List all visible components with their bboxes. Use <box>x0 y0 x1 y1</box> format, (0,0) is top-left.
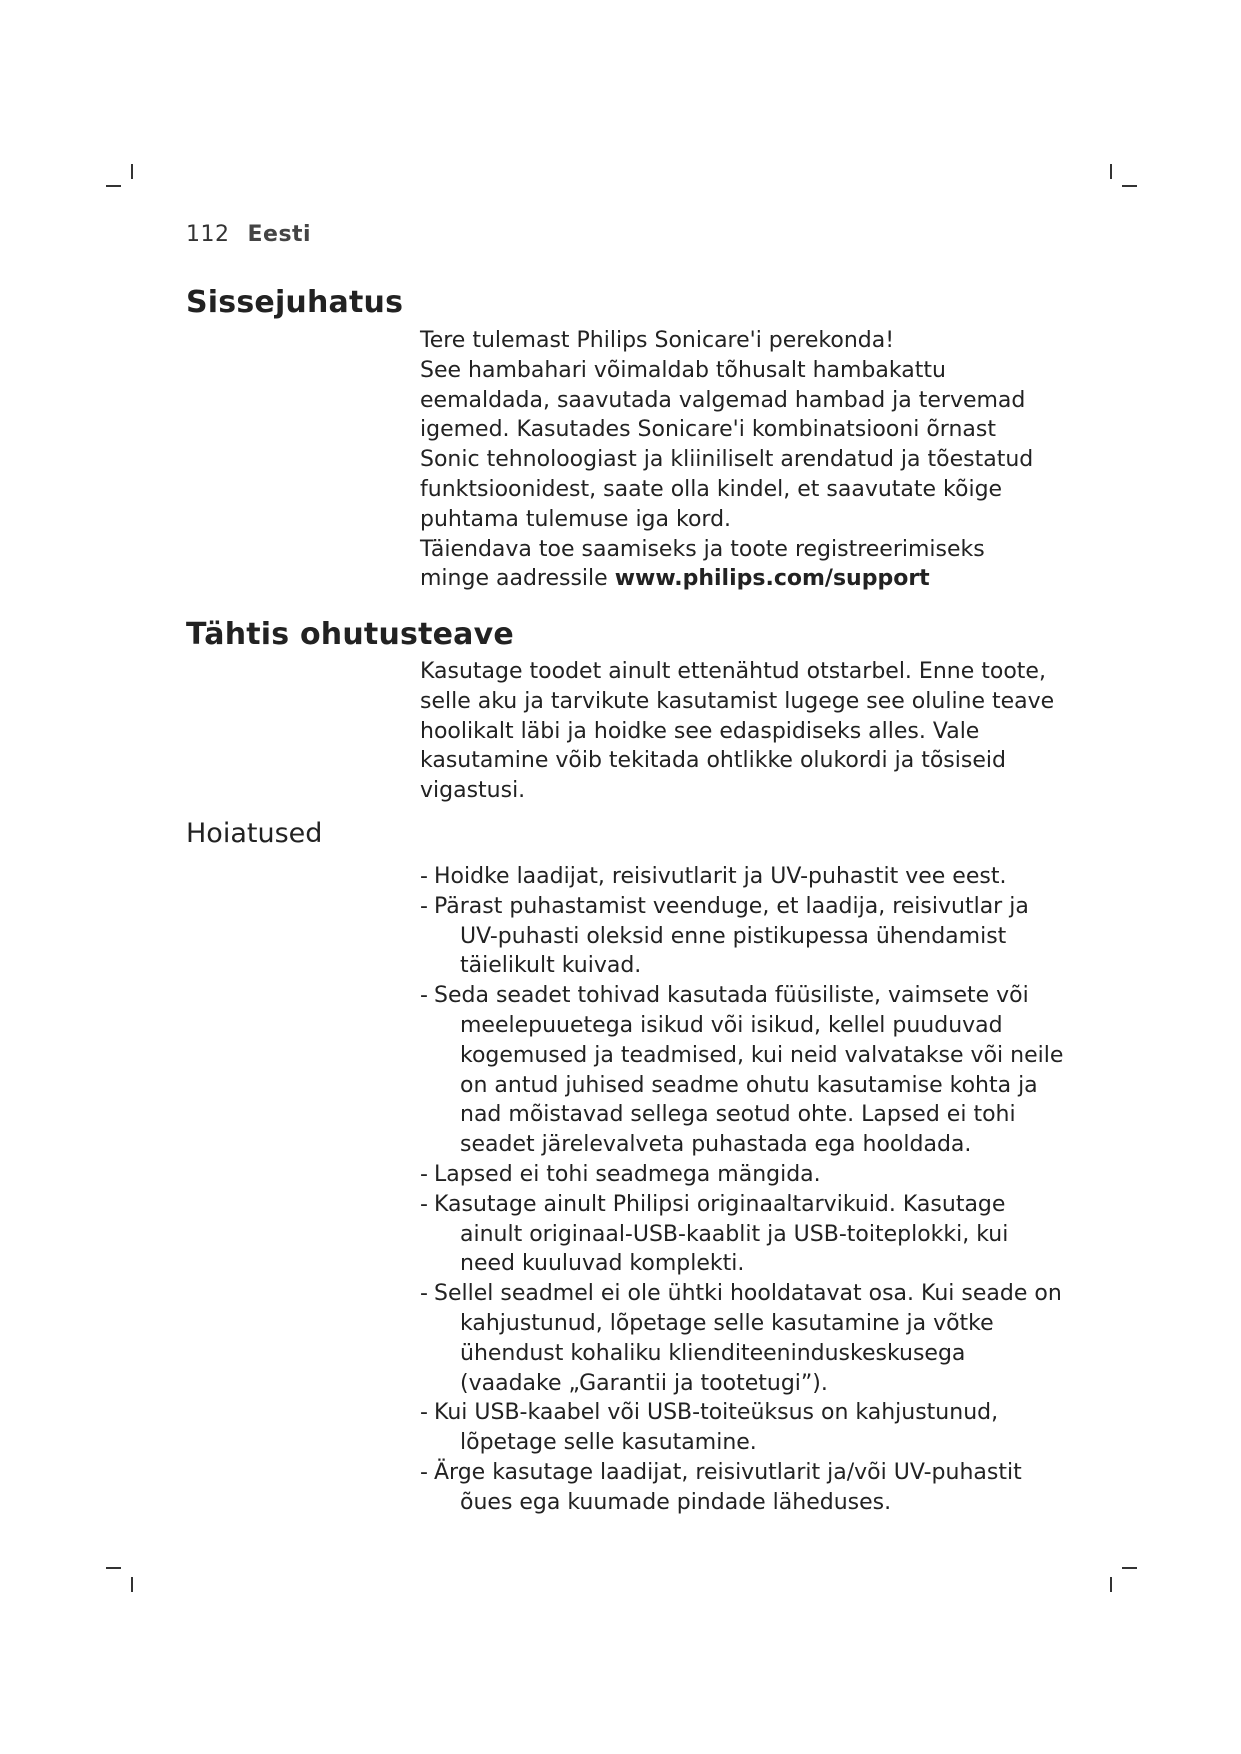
warning-text: Kui USB-kaabel või USB-toiteüksus on kahjustunud, lõpetage selle kasutamine. <box>434 1400 999 1456</box>
warning-item <box>420 1458 1070 1518</box>
safety-body <box>420 657 1060 806</box>
crop-mark-top-right-v <box>1110 164 1112 179</box>
warning-text: Hoidke laadijat, reisivutlarit ja UV-puhastit vee eest. <box>434 864 1007 889</box>
intro-heading: Sissejuhatus <box>186 285 404 320</box>
language-label: Eesti <box>247 222 312 247</box>
crop-mark-top-left-h <box>106 185 121 187</box>
warnings-list <box>420 862 1070 1518</box>
safety-text: Kasutage toodet ainult ettenähtud otstarbel. Enne toote, selle aku ja tarvikute kasutamist lugege see oluline teave hoolikalt läbi ja hoidke see edaspidiseks alles. Vale kasutamine võib tekitada ohtlikke olukordi ja tõsiseid vigastusi. <box>420 659 1055 804</box>
bullet-dash: - <box>420 1459 428 1485</box>
bullet-dash: - <box>420 893 428 919</box>
intro-support-line <box>420 535 1060 595</box>
intro-description: See hambahari võimaldab tõhusalt hambakattu eemaldada, saavutada valgemad hambad ja tervemad igemed. Kasutades Sonicare'i kombinatsiooni õrnast Sonic tehnoloogiast ja kliiniliselt arendatud ja tõestatud funktsioonidest, saate olla kindel, et saavutate kõige puhtama tulemuse iga kord. <box>420 357 1034 532</box>
crop-mark-bottom-right-v <box>1110 1577 1112 1592</box>
warning-item <box>420 981 1070 1160</box>
crop-mark-top-right-h <box>1122 185 1137 187</box>
warning-text: Lapsed ei tohi seadmega mängida. <box>434 1161 821 1187</box>
intro-support-text: Täiendava toe saamiseks ja toote registreerimiseks minge aadressile <box>420 536 985 592</box>
crop-mark-bottom-right-h <box>1122 1567 1137 1569</box>
crop-mark-bottom-left-v <box>131 1577 133 1592</box>
warning-item <box>420 1279 1070 1398</box>
warning-text: Kasutage ainult Philipsi originaaltarvikuid. Kasutage ainult originaal-USB-kaablit ja USB-toiteplokki, kui need kuuluvad komplekti. <box>434 1191 1009 1277</box>
intro-body <box>420 326 1060 594</box>
warning-item <box>420 1160 1070 1190</box>
warnings-heading: Hoiatused <box>186 818 323 849</box>
crop-mark-bottom-left-h <box>106 1567 121 1569</box>
crop-mark-top-left-v <box>131 164 133 179</box>
bullet-dash: - <box>420 1191 428 1217</box>
safety-heading: Tähtis ohutusteave <box>186 617 514 652</box>
bullet-dash: - <box>420 983 428 1009</box>
bullet-dash: - <box>420 1400 428 1426</box>
warning-text: Seda seadet tohivad kasutada füüsiliste, vaimsete või meelepuuetega isikud või isikud, kellel puuduvad kogemused ja teadmised, kui neid valvatakse või neile on antud juhised seadme ohutu kasutamise kohta ja nad mõistavad sellega seotud ohte. Lapsed ei tohi seadet järelevalveta puhastada ega hooldada. <box>434 983 1064 1158</box>
warning-item <box>420 1190 1070 1279</box>
support-link[interactable]: www.philips.com/support <box>614 566 930 592</box>
warning-text: Pärast puhastamist veenduge, et laadija, reisivutlar ja UV-puhasti oleksid enne pistikupessa ühendamist täielikult kuivad. <box>434 893 1029 979</box>
warning-text: Sellel seadmel ei ole ühtki hooldatavat osa. Kui seade on kahjustunud, lõpetage selle kasutamine ja võtke ühendust kohaliku klienditeeninduskeskusega (vaadake „Garantii ja tootetugi”). <box>434 1281 1062 1396</box>
warning-item <box>420 892 1070 981</box>
bullet-dash: - <box>420 864 428 889</box>
warning-item <box>420 1398 1070 1458</box>
warning-item <box>420 862 1070 892</box>
running-header <box>186 222 311 247</box>
bullet-dash: - <box>420 1281 428 1307</box>
intro-welcome: Tere tulemast Philips Sonicare'i perekonda! <box>420 328 895 353</box>
bullet-dash: - <box>420 1161 428 1187</box>
warning-text: Ärge kasutage laadijat, reisivutlarit ja/või UV-puhastit õues ega kuumade pindade läheduses. <box>434 1459 1022 1515</box>
page-number: 112 <box>186 222 230 247</box>
